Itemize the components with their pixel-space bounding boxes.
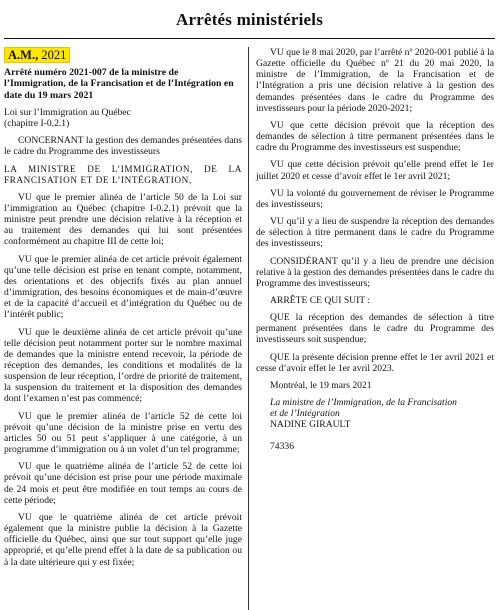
whereas-paragraph: VU que le premier alinéa de l’article 50 de la Loi sur l’immigration au Québec (chapitre I-0.2.1) prévoit que la ministre peut prendre une décision relative à la réception et au traitement des demandes qui lui sont présentées conformément au chapitre III de cette loi; bbox=[4, 191, 242, 248]
am-tag-highlight bbox=[4, 47, 70, 63]
whereas-paragraph: VU la volonté du gouvernement de réviser le Programme des investisseurs; bbox=[256, 187, 494, 210]
place-date: Montréal, le 19 mars 2021 bbox=[270, 379, 372, 391]
whereas-paragraph: VU que le premier alinéa de l’article 52 de cette loi prévoit qu’une décision de la ministre prise en vertu des articles 50 ou 51 peut s’appliquer à une catégorie, à un programme d’immigration ou à un volet d’un tel programme; bbox=[4, 410, 242, 456]
left-column bbox=[4, 47, 242, 574]
whereas-paragraph: VU que cette décision prévoit que la réception des demandes de sélection à titre permanent présentées dans le cadre du Programme des investisseurs est suspendue; bbox=[256, 119, 494, 154]
signature-block bbox=[256, 397, 494, 430]
page-title: Arrêtés ministériels bbox=[175, 10, 324, 29]
whereas-paragraph: VU que le deuxième alinéa de cet article prévoit qu’une telle décision peut notamment porter sur le nombre maximal de demandes que la ministre entend recevoir, la période de réception des demandes, les conditions et modalités de la suspension de leur réception, l’ordre de priorité de traitement, la suspension du traitement et la disposition des demandes dont l’examen n’est pas commencé; bbox=[4, 326, 242, 405]
decision-paragraph: QUE la réception des demandes de sélection à titre permanent présentées dans le cadre du Programme des investisseurs soit suspendue; bbox=[256, 312, 494, 346]
whereas-paragraph: VU que le quatrième alinéa de l’article 52 de cette loi prévoit qu’une décision est prise pour une période maximale de 24 mois et peut être modifiée en tout temps au cours de cette période; bbox=[4, 461, 242, 506]
am-tag-year: 2021 bbox=[38, 48, 67, 62]
whereas-paragraph: VU que cette décision prévoit qu’elle prend effet le 1er juillet 2020 et cesse d’avoir effet le 1er avril 2021; bbox=[256, 159, 494, 182]
decree-title: Arrêté numéro 2021-007 de la ministre de l’Immigration, de la Francisation et de l’Intégration en date du 19 mars 2021 bbox=[4, 67, 234, 101]
considering-paragraph: CONSIDÉRANT qu’il y a lieu de prendre une décision relative à la gestion des demandes présentées dans le cadre du Programme des investisseurs; bbox=[256, 255, 494, 289]
whereas-paragraph: VU que le 8 mai 2020, par l’arrêté nº 2020-001 publié à la Gazette officielle du Québec nº 21 du 20 mai 2020, la ministre de l’Immigration, de la Francisation et de l’Intégration a pris une décision relative à la gestion des demandes présentées dans le cadre du Programme des investisseurs pour la période 2020-2021; bbox=[256, 47, 494, 114]
am-tag-prefix: A.M., bbox=[8, 48, 39, 62]
whereas-paragraph: VU qu’il y a lieu de suspendre la réception des demandes de sélection à titre permanent dans le cadre du Programme des investisseurs; bbox=[256, 216, 494, 250]
header-divider bbox=[4, 38, 495, 39]
signature-title-line1: La ministre de l’Immigration, de la Francisation bbox=[270, 397, 457, 409]
column-divider bbox=[248, 47, 249, 610]
law-ref-line2: (chapitre I-0.2.1) bbox=[4, 118, 70, 130]
reference-number: 74336 bbox=[270, 440, 294, 452]
concerning-paragraph: CONCERNANT la gestion des demandes présentées dans le cadre du Programme des investisseurs bbox=[4, 135, 242, 158]
minister-heading: LA MINISTRE DE L’IMMIGRATION, DE LA FRANCISATION ET DE L’INTÉGRATION, bbox=[4, 163, 242, 185]
law-reference bbox=[4, 107, 242, 129]
right-column bbox=[256, 47, 494, 458]
signature-name: NADINE GIRAULT bbox=[270, 419, 351, 431]
decision-paragraph: QUE la présente décision prenne effet le 1er avril 2021 et cesse d’avoir effet le 1er avril 2023. bbox=[256, 351, 494, 374]
signature-title-line2: et de l’Intégration bbox=[270, 408, 340, 420]
whereas-paragraph: VU que le premier alinéa de cet article prévoit également qu’une telle décision est prise en tenant compte, notamment, des orientations et des objectifs fixés au plan annuel d’immigration, des besoins économiques et de main-d’œuvre et de la capacité d’accueil et d’intégration du Québec ou de l’intérêt public; bbox=[4, 253, 242, 321]
whereas-paragraph: VU que le quatrième alinéa de cet article prévoit également que la ministre publie la décision à la Gazette officielle du Québec, ainsi que sur tout support qu’elle juge approprié, et qu’elle prend effet à la date de sa publication ou à la date ultérieure qui y est fixée; bbox=[4, 511, 242, 568]
decree-heading: ARRÊTE CE QUI SUIT : bbox=[270, 294, 371, 306]
law-ref-line1: Loi sur l’Immigration au Québec bbox=[4, 106, 131, 118]
